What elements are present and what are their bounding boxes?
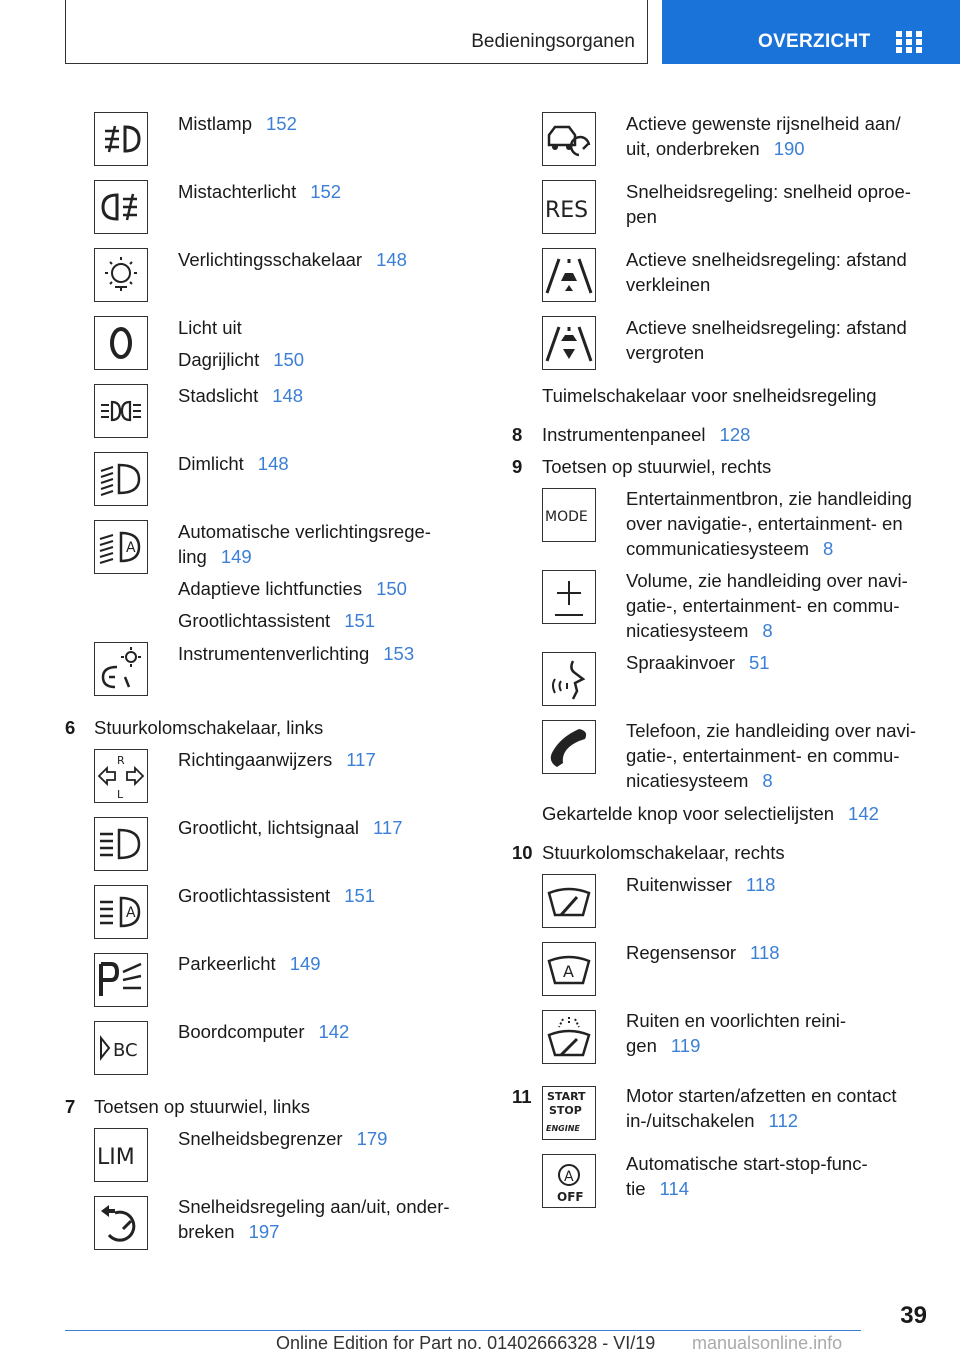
entry-text: [626, 536, 833, 561]
turn-signal-icon: [94, 749, 148, 803]
entry-label: Ruiten en voorlichten reini-: [626, 1010, 847, 1031]
entry-label: Toetsen op stuurwiel, links: [94, 1096, 310, 1117]
entry-label: Toetsen op stuurwiel, rechts: [542, 456, 772, 477]
parking-lamp-icon: [94, 953, 148, 1007]
entry-label: Gekartelde knop voor selectielijsten: [542, 803, 835, 824]
svg-text:ENGINE: ENGINE: [546, 1124, 580, 1133]
page-reference-link[interactable]: 153: [383, 643, 415, 664]
entry-text: [626, 1151, 868, 1176]
entry-text: [626, 204, 657, 229]
entry-label: Entertainmentbron, zie handleiding: [626, 488, 912, 509]
entry-label: Actieve snelheidsregeling: afstand: [626, 317, 907, 338]
entry-label: Stuurkolomschakelaar, links: [94, 717, 324, 738]
page-reference-link[interactable]: 150: [273, 349, 305, 370]
section-number: 9: [512, 456, 523, 477]
entry-label: Grootlicht, lichtsignaal: [178, 817, 359, 838]
header-title-box: [65, 0, 648, 64]
rain-sensor-icon: [542, 942, 596, 996]
entry-text: [626, 179, 911, 204]
entry-label: ling: [178, 546, 207, 567]
parking-light-icon: [94, 384, 148, 438]
entry-text: [626, 618, 773, 643]
entry-label: Adaptieve lichtfuncties: [178, 578, 363, 599]
entry-label: Dimlicht: [178, 453, 244, 474]
washer-icon: [542, 1010, 596, 1064]
entry-label: Motor starten/afzetten en contact: [626, 1085, 897, 1106]
entry-text: [626, 568, 908, 593]
entry-text: [626, 1033, 700, 1058]
entry-text: [626, 872, 775, 897]
entry-label: in-/uitschakelen: [626, 1110, 755, 1131]
entry-text: [626, 511, 903, 536]
page-reference-link[interactable]: 112: [768, 1110, 799, 1131]
page-reference-link[interactable]: 117: [346, 749, 376, 770]
entry-label: gen: [626, 1035, 657, 1056]
entry-text: [626, 940, 780, 965]
entry-label: pen: [626, 206, 657, 227]
svg-text:A: A: [563, 962, 574, 981]
page-reference-link[interactable]: 148: [257, 453, 289, 474]
entry-text: [178, 815, 402, 840]
entry-label: Automatische verlichtingsrege-: [178, 521, 431, 542]
entry-label: tie: [626, 1178, 646, 1199]
grid-menu-icon: [896, 31, 922, 53]
cruise-control-icon: [94, 1196, 148, 1250]
entry-text: [178, 383, 303, 408]
svg-text:A: A: [126, 905, 136, 921]
page-reference-link[interactable]: 179: [356, 1128, 388, 1149]
entry-text: [626, 718, 916, 743]
svg-text:OFF: OFF: [557, 1190, 584, 1204]
page-reference-link[interactable]: 151: [344, 610, 376, 631]
entry-text: [178, 179, 341, 204]
page-reference-link[interactable]: 152: [310, 181, 342, 202]
entry-label: Boordcomputer: [178, 1021, 305, 1042]
entry-text: [626, 768, 773, 793]
entry-text: [178, 451, 289, 476]
entry-label: Mistachterlicht: [178, 181, 297, 202]
page-reference-link[interactable]: 150: [376, 578, 407, 599]
entry-label: Telefoon, zie handleiding over navi-: [626, 720, 917, 741]
high-beam-icon: [94, 817, 148, 871]
svg-text:LIM: LIM: [97, 1145, 135, 1170]
page-reference-link[interactable]: 118: [745, 874, 776, 895]
entry-text: [178, 347, 304, 372]
knurl-label: [542, 801, 879, 826]
volume-icon: [542, 570, 596, 624]
entry-label: Snelheidsregeling aan/uit, onder-: [178, 1196, 450, 1217]
entry-text: [178, 1019, 349, 1044]
entry-text: [626, 247, 907, 272]
entry-label: gatie-, entertainment- en commu-: [626, 595, 900, 616]
entry-label: Spraakinvoer: [626, 652, 736, 673]
entry-label: Snelheidsbegrenzer: [178, 1128, 343, 1149]
entry-text: [626, 486, 912, 511]
auto-headlight-icon: [94, 520, 148, 574]
light-switch-icon: [94, 248, 148, 302]
svg-text:A: A: [564, 1169, 574, 1185]
entry-label: communicatiesysteem: [626, 538, 810, 559]
page-reference-link[interactable]: 152: [266, 113, 297, 134]
wiper-icon: [542, 874, 596, 928]
entry-text: [626, 315, 907, 340]
page-reference-link[interactable]: 51: [749, 652, 770, 673]
watermark: manualsonline.info: [692, 1333, 843, 1353]
chapter-title: Bedieningsorganen: [471, 31, 635, 52]
entry-text: [626, 1176, 689, 1201]
section-number: 6: [65, 717, 76, 738]
entry-label: nicatiesysteem: [626, 620, 749, 641]
page-reference-link[interactable]: 142: [318, 1021, 350, 1042]
entry-text: [178, 1219, 279, 1244]
entry-label: gatie-, entertainment- en commu-: [626, 745, 900, 766]
entry-text: [178, 641, 414, 666]
page-reference-link[interactable]: 190: [773, 138, 805, 159]
rear-fog-light-icon: [94, 180, 148, 234]
section-number: 11: [512, 1086, 532, 1107]
page-reference-link[interactable]: 149: [289, 953, 321, 974]
page-reference-link[interactable]: 148: [272, 385, 304, 406]
entry-label: nicatiesysteem: [626, 770, 749, 791]
entry-label: Grootlichtassistent: [178, 885, 331, 906]
entry-text: [626, 1108, 798, 1133]
entry-label: Instrumentenpaneel: [542, 424, 706, 445]
page-reference-link[interactable]: 197: [248, 1221, 280, 1242]
svg-text:L: L: [117, 788, 124, 801]
entry-label: verkleinen: [626, 274, 711, 295]
entry-label: Automatische start-stop-func-: [626, 1153, 868, 1174]
section-number: 8: [512, 424, 523, 445]
speed-limiter-icon: [94, 1128, 148, 1182]
start-stop-engine-icon: [542, 1086, 596, 1140]
entry-label: Grootlichtassistent: [178, 610, 331, 631]
entry-text: [178, 544, 252, 569]
entry-label: vergroten: [626, 342, 705, 363]
entry-text: [626, 111, 901, 136]
page-reference-link[interactable]: 8: [762, 770, 773, 791]
entry-text: [626, 1008, 846, 1033]
svg-text:STOP: STOP: [549, 1104, 582, 1117]
entry-text: [626, 340, 704, 365]
entry-text: [178, 608, 375, 633]
entry-label: Snelheidsregeling: snelheid oproe-: [626, 181, 911, 202]
svg-text:MODE: MODE: [545, 509, 588, 525]
entry-label: Licht uit: [178, 317, 242, 338]
svg-text:START: START: [547, 1090, 586, 1103]
overview-label: OVERZICHT: [758, 31, 871, 52]
telephone-icon: [542, 720, 596, 774]
entry-label: uit, onderbreken: [626, 138, 760, 159]
page-reference-link[interactable]: 117: [372, 817, 403, 838]
page-reference-link[interactable]: 119: [670, 1035, 701, 1056]
entry-text: [178, 315, 242, 340]
svg-text:A: A: [126, 540, 136, 556]
entry-label: Richtingaanwijzers: [178, 749, 333, 770]
page-reference-link[interactable]: 151: [344, 885, 376, 906]
entry-text: [178, 111, 297, 136]
page-reference-link[interactable]: 142: [848, 803, 879, 824]
entry-text: [178, 519, 431, 544]
voice-input-icon: [542, 652, 596, 706]
instrument-lighting-icon: [94, 642, 148, 696]
section-title: [94, 1094, 310, 1119]
entry-label: over navigatie-, entertainment- en: [626, 513, 903, 534]
low-beam-icon: [94, 452, 148, 506]
distance-decrease-icon: [542, 248, 596, 302]
entry-label: Instrumentenverlichting: [178, 643, 370, 664]
entry-text: [626, 650, 770, 675]
entry-label: Tuimelschakelaar voor snelheidsregeling: [542, 385, 877, 406]
entry-text: [178, 576, 407, 601]
entry-label: Verlichtingsschakelaar: [178, 249, 363, 270]
light-off-icon: [94, 316, 148, 370]
overview-tab[interactable]: [662, 0, 960, 64]
entry-label: Stuurkolomschakelaar, rechts: [542, 842, 785, 863]
section-number: 10: [512, 842, 533, 863]
res-icon: [542, 180, 596, 234]
high-beam-assistant-icon: [94, 885, 148, 939]
svg-text:BC: BC: [113, 1040, 138, 1061]
entry-label: Mistlamp: [178, 113, 253, 134]
entry-text: [178, 883, 375, 908]
board-computer-icon: [94, 1021, 148, 1075]
svg-text:R: R: [117, 754, 125, 767]
active-cruise-icon: [542, 112, 596, 166]
entry-label: Regensensor: [626, 942, 737, 963]
mode-icon: [542, 488, 596, 542]
section-title: [542, 454, 771, 479]
page-number: 39: [900, 1302, 927, 1329]
entry-text: [178, 1126, 387, 1151]
section-title: [94, 715, 323, 740]
page-reference-link[interactable]: 148: [376, 249, 407, 270]
page-reference-link[interactable]: 8: [823, 538, 834, 559]
entry-label: Stadslicht: [178, 385, 259, 406]
entry-text: [178, 1194, 450, 1219]
entry-label: Actieve snelheidsregeling: afstand: [626, 249, 907, 270]
entry-label: Actieve gewenste rijsnelheid aan/: [626, 113, 901, 134]
rocker-label: [542, 383, 877, 408]
page-reference-link[interactable]: 118: [750, 942, 780, 963]
entry-text: [626, 593, 900, 618]
entry-label: Dagrijlicht: [178, 349, 260, 370]
distance-increase-icon: [542, 316, 596, 370]
fog-lamp-front-icon: [94, 112, 148, 166]
entry-text: [178, 951, 321, 976]
section-title: [542, 422, 750, 447]
entry-label: Ruitenwisser: [626, 874, 732, 895]
svg-text:RES: RES: [545, 198, 589, 223]
section-number: 7: [65, 1096, 76, 1117]
entry-text: [626, 136, 805, 161]
entry-label: Parkeerlicht: [178, 953, 276, 974]
edition-text: Online Edition for Part no. 01402666328 - VI/19: [276, 1333, 656, 1353]
footer-divider: [65, 1330, 861, 1331]
entry-text: [178, 747, 376, 772]
entry-text: [626, 272, 710, 297]
entry-label: Volume, zie handleiding over navi-: [626, 570, 908, 591]
page-reference-link[interactable]: 128: [719, 424, 751, 445]
section-title: [542, 840, 785, 865]
entry-label: breken: [178, 1221, 235, 1242]
page-reference-link[interactable]: 8: [762, 620, 773, 641]
entry-text: [626, 1083, 896, 1108]
page-reference-link[interactable]: 114: [659, 1178, 690, 1199]
entry-text: [178, 247, 407, 272]
entry-text: [626, 743, 900, 768]
auto-start-stop-off-icon: [542, 1154, 596, 1208]
page-reference-link[interactable]: 149: [220, 546, 252, 567]
